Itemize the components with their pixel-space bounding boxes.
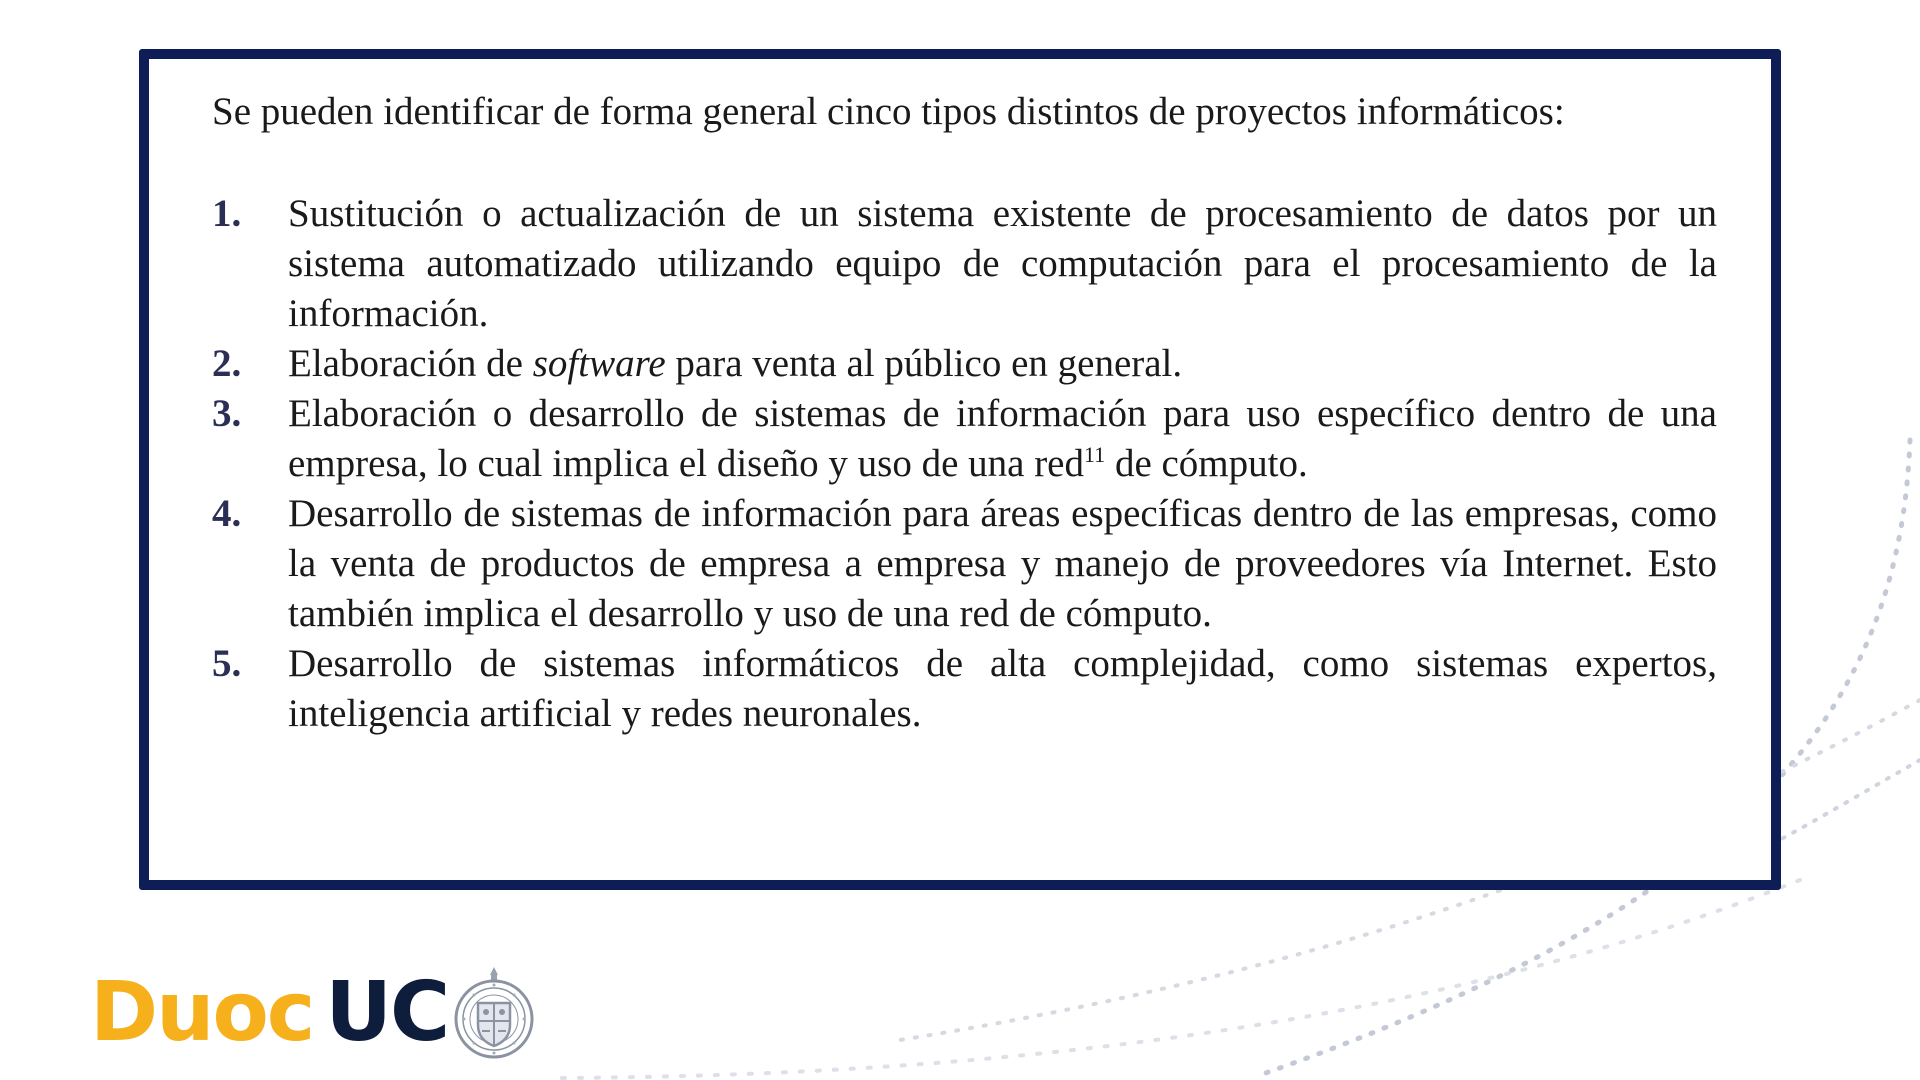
list-item-italic-word: software — [532, 342, 666, 385]
logo-duoc-text: Duoc — [90, 965, 314, 1060]
list-item-text-after: para venta al público en general. — [665, 342, 1183, 385]
list-item-text: Sustitución o actualización de un sistema existente de procesamiento de datos por un sistema automatizado utilizando equipo de computación para el procesamiento de la información. — [288, 192, 1717, 335]
list-item-text — [288, 339, 1717, 389]
intro-paragraph: Se pueden identificar de forma general cinco tipos distintos de proyectos informáticos: — [212, 90, 1565, 133]
footnote-superscript: 11 — [1084, 442, 1106, 467]
logo-uc-text: UC — [325, 965, 449, 1060]
list-item — [212, 489, 1717, 639]
list-item-number: 2. — [212, 342, 242, 385]
duoc-uc-logo — [90, 958, 536, 1068]
list-item — [212, 639, 1717, 739]
list-item-number: 3. — [212, 392, 242, 435]
list-item-text: Desarrollo de sistemas informáticos de alta complejidad, como sistemas expertos, inteligencia artificial y redes neuronales. — [288, 642, 1717, 735]
project-types-list — [212, 189, 1717, 739]
list-item — [212, 339, 1717, 389]
list-item — [212, 389, 1717, 489]
list-item-number: 4. — [212, 492, 242, 535]
list-item-text — [288, 389, 1717, 489]
text-frame — [139, 49, 1781, 890]
list-item — [212, 189, 1717, 339]
list-item-text: Desarrollo de sistemas de información para áreas específicas dentro de las empresas, como la venta de productos de empresa a empresa y manejo de proveedores vía Internet. Esto también implica el desarrollo y uso de una red de cómputo. — [288, 492, 1717, 635]
list-item-text-after: de cómputo. — [1105, 442, 1308, 485]
list-item-text-before: Elaboración o desarrollo de sistemas de información para uso específico dentro de una empresa, lo cual implica el diseño y uso de una red — [288, 392, 1717, 485]
list-item-number: 1. — [212, 192, 242, 235]
list-item-number: 5. — [212, 642, 242, 685]
list-item-text-before: Elaboración de — [288, 342, 533, 385]
document-text — [212, 87, 1717, 739]
university-seal-icon — [452, 963, 536, 1063]
